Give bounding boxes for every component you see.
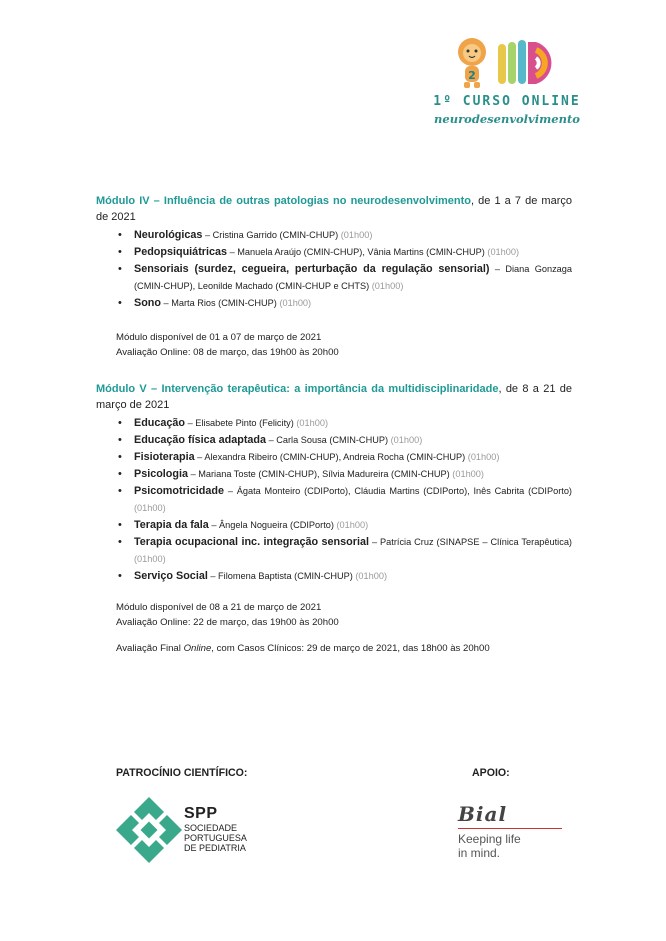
- list-item: • Fisioterapia – Alexandra Ribeiro (CMIN-CHUP), Andreia Rocha (CMIN-CHUP) (01h00): [118, 451, 500, 463]
- module-iv-dates: , de 1 a 7 de março de 2021: [96, 195, 572, 223]
- module-iv-title: [96, 193, 572, 225]
- spp-line1: SOCIEDADE: [184, 823, 238, 833]
- module-v-availability: Módulo disponível de 08 a 21 de março de 2021: [116, 602, 322, 613]
- course-logo: [432, 36, 582, 130]
- lion-nd-logo-icon: [432, 36, 582, 92]
- module-v-evaluation: Avaliação Online: 22 de março, das 19h00 às 20h00: [116, 617, 339, 628]
- list-item: • Terapia ocupacional inc. integração sensorial – Patrícia Cruz (SINAPSE – Clínica Terapêutica) (01h00): [118, 536, 572, 564]
- svg-text:2: 2: [468, 69, 476, 82]
- bial-tagline-1: Keeping life: [458, 832, 521, 846]
- logo-title: 1º CURSO ONLINE: [433, 94, 581, 109]
- spp-line2: PORTUGUESA: [184, 833, 247, 843]
- list-item: • Psicologia – Mariana Toste (CMIN-CHUP), Sílvia Madureira (CMIN-CHUP) (01h00): [118, 468, 484, 480]
- spp-cross-icon: [116, 797, 182, 863]
- list-item: • Educação física adaptada – Carla Sousa (CMIN-CHUP) (01h00): [118, 434, 423, 446]
- module-v: [96, 381, 572, 585]
- list-item: • Serviço Social – Filomena Baptista (CMIN-CHUP) (01h00): [118, 570, 388, 582]
- list-item: • Sensoriais (surdez, cegueira, perturbação da regulação sensorial) – Diana Gonzaga (CMIN-CHUP), Leonilde Machado (CMIN-CHUP e CHTS) (01h00): [118, 263, 572, 291]
- module-iv-topics: [96, 227, 572, 312]
- list-item: • Neurológicas – Cristina Garrido (CMIN-CHUP) (01h00): [118, 229, 373, 241]
- list-item: • Psicomotricidade – Ágata Monteiro (CDIPorto), Cláudia Martins (CDIPorto), Inês Cabrita (CDIPorto) (01h00): [118, 485, 572, 513]
- module-iv-availability-block: [116, 330, 339, 360]
- list-item: • Educação – Elisabete Pinto (Felicity) (01h00): [118, 417, 329, 429]
- module-iv-evaluation: Avaliação Online: 08 de março, das 19h00 às 20h00: [116, 347, 339, 358]
- module-v-availability-block: [116, 600, 339, 630]
- bial-tagline-2: in mind.: [458, 846, 501, 860]
- spp-logo: [116, 797, 266, 863]
- module-v-dates: , de 8 a 21 de março de 2021: [96, 383, 572, 411]
- list-item: • Sono – Marta Rios (CMIN-CHUP) (01h00): [118, 297, 312, 309]
- spp-abbr: SPP: [184, 805, 218, 822]
- module-iv-availability: Módulo disponível de 01 a 07 de março de 2021: [116, 332, 322, 343]
- spp-text: [184, 805, 247, 853]
- spp-line3: DE PEDIATRIA: [184, 843, 246, 853]
- module-v-topics: [96, 415, 572, 585]
- list-item: • Terapia da fala – Ângela Nogueira (CDIPorto) (01h00): [118, 519, 369, 531]
- module-iv: [96, 193, 572, 312]
- list-item: • Pedopsiquiátricas – Manuela Araújo (CMIN-CHUP), Vânia Martins (CMIN-CHUP) (01h00): [118, 246, 520, 258]
- bial-logo: [458, 802, 568, 862]
- final-evaluation: Avaliação Final Online, com Casos Clínicos: 29 de março de 2021, das 18h00 às 20h00: [116, 643, 490, 654]
- module-v-title: [96, 381, 572, 413]
- scientific-sponsor-label: PATROCÍNIO CIENTÍFICO:: [116, 767, 248, 779]
- module-v-heading: Módulo V – Intervenção terapêutica: a importância da multidisciplinaridade: [96, 383, 499, 395]
- logo-subtitle: neurodesenvolvimento: [434, 112, 580, 126]
- support-label: APOIO:: [472, 767, 510, 779]
- module-iv-heading: Módulo IV – Influência de outras patologias no neurodesenvolvimento: [96, 195, 471, 207]
- bial-name: Bial: [458, 802, 508, 826]
- bial-divider: [458, 828, 562, 829]
